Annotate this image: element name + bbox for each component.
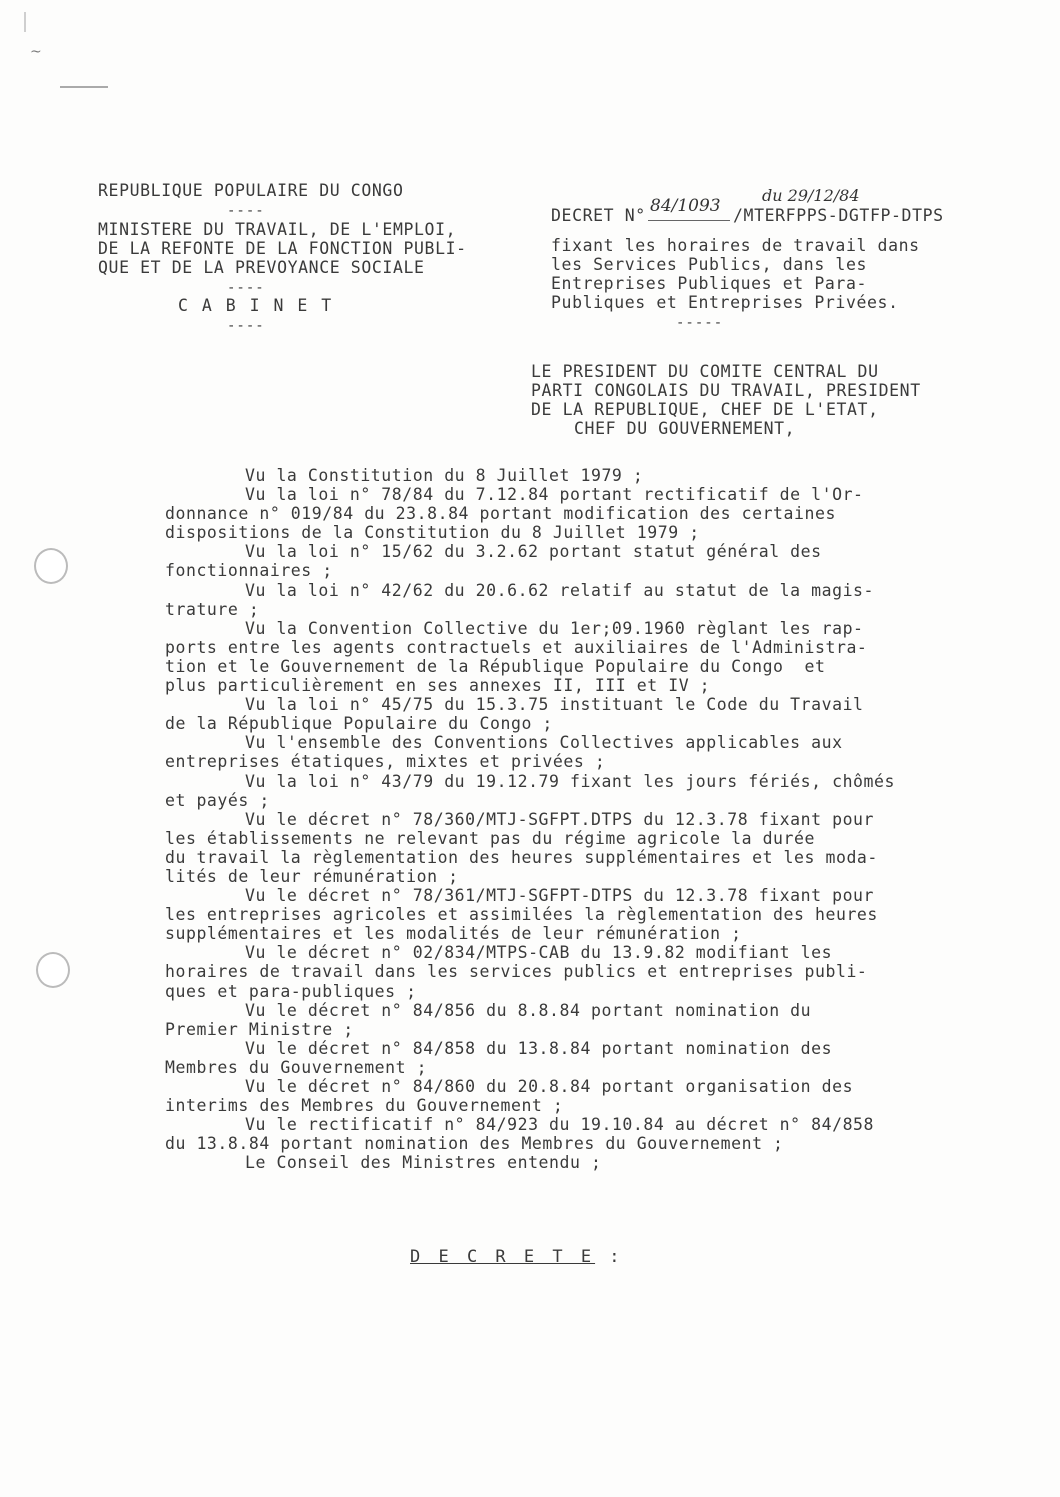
visa-line: Membres du Gouvernement ; xyxy=(165,1057,428,1077)
visa-line: Vu le décret n° 84/858 du 13.8.84 portant nomination des xyxy=(245,1038,833,1058)
visa-line: Vu l'ensemble des Conventions Collectives applicables aux xyxy=(245,733,843,753)
ministry-line: MINISTERE DU TRAVAIL, DE L'EMPLOI, xyxy=(98,220,457,239)
decret-prefix: DECRET N° xyxy=(551,206,646,225)
separator: ---- xyxy=(227,318,265,334)
decret-number: 84/1093 xyxy=(650,196,721,216)
punch-hole-lower xyxy=(36,952,70,988)
ministry-line: DE LA REFONTE DE LA FONCTION PUBLI- xyxy=(98,239,467,258)
decret-number-underline xyxy=(648,220,730,221)
visa-line: trature ; xyxy=(165,599,260,619)
visa-line: interims des Membres du Gouvernement ; xyxy=(165,1096,564,1116)
visa-line: les établissements ne relevant pas du régime agricole la durée xyxy=(165,828,815,848)
visa-line: Premier Ministre ; xyxy=(165,1019,354,1039)
president-title-line: LE PRESIDENT DU COMITE CENTRAL DU xyxy=(531,362,879,381)
visa-line: Vu la Convention Collective du 1er;09.1960 règlant les rap- xyxy=(245,618,864,638)
visa-line: Vu le décret n° 84/856 du 8.8.84 portant nomination du xyxy=(245,1000,812,1020)
visa-line: Vu la loi n° 45/75 du 15.3.75 instituant le Code du Travail xyxy=(245,695,864,715)
decret-object-line: les Services Publics, dans les xyxy=(551,255,868,274)
visa-line: Vu la loi n° 43/79 du 19.12.79 fixant les jours fériés, chômés xyxy=(245,771,895,791)
decret-object-line: Entreprises Publiques et Para- xyxy=(551,274,868,293)
visa-line: du travail la règlementation des heures supplémentaires et les moda- xyxy=(165,847,878,867)
visa-line: Vu le rectificatif n° 84/923 du 19.10.84 au décret n° 84/858 xyxy=(245,1115,875,1135)
visa-line: donnance n° 019/84 du 23.8.84 portant modification des certaines xyxy=(165,504,836,524)
punch-hole-upper xyxy=(34,548,68,584)
visa-line: Vu la Constitution du 8 Juillet 1979 ; xyxy=(245,466,644,485)
ministry-line: QUE ET DE LA PREVOYANCE SOCIALE xyxy=(98,258,425,277)
decret-date: du 29/12/84 xyxy=(762,186,860,205)
separator: ----- xyxy=(676,315,724,331)
visa-line: ques et para-publiques ; xyxy=(165,981,417,1001)
decrete-word: D E C R E T E xyxy=(410,1247,596,1267)
visa-line: les entreprises agricoles et assimilées la règlementation des heures xyxy=(165,905,878,925)
visas-list xyxy=(165,466,945,1172)
cabinet-label: C A B I N E T xyxy=(178,296,334,315)
visa-line: entreprises étatiques, mixtes et privées ; xyxy=(165,752,606,772)
visa-line: Vu le décret n° 78/361/MTJ-SGFPT-DTPS du 12.3.78 fixant pour xyxy=(245,886,875,906)
visa-line: horaires de travail dans les services publics et entreprises publi- xyxy=(165,962,868,982)
president-title-line: PARTI CONGOLAIS DU TRAVAIL, PRESIDENT xyxy=(531,381,921,400)
visa-line: fonctionnaires ; xyxy=(165,561,333,581)
scan-mark xyxy=(24,12,26,32)
visa-line: supplémentaires et les modalités de leur rémunération ; xyxy=(165,924,742,944)
president-title-line: DE LA REPUBLIQUE, CHEF DE L'ETAT, xyxy=(531,400,879,419)
president-title-line: CHEF DU GOUVERNEMENT, xyxy=(574,419,796,438)
visa-line: Vu le décret n° 84/860 du 20.8.84 portant organisation des xyxy=(245,1077,854,1096)
visa-line: plus particulièrement en ses annexes II, III et IV ; xyxy=(165,676,711,696)
visa-line: lités de leur rémunération ; xyxy=(165,866,459,886)
corner-scribble: ~ xyxy=(30,44,42,60)
visa-line: Le Conseil des Ministres entendu ; xyxy=(245,1153,602,1173)
country-name: REPUBLIQUE POPULAIRE DU CONGO xyxy=(98,181,404,200)
visa-line: Vu le décret n° 78/360/MTJ-SGFPT.DTPS du 12.3.78 fixant pour xyxy=(245,809,875,829)
visa-line: Vu la loi n° 15/62 du 3.2.62 portant statut général des xyxy=(245,542,822,562)
visa-line: dispositions de la Constitution du 8 Juillet 1979 ; xyxy=(165,523,700,543)
decret-object-line: Publiques et Entreprises Privées. xyxy=(551,293,899,312)
visa-line: Vu le décret n° 02/834/MTPS-CAB du 13.9.82 modifiant les xyxy=(245,943,833,963)
visa-line: de la République Populaire du Congo ; xyxy=(165,714,553,734)
decret-object-line: fixant les horaires de travail dans xyxy=(551,236,920,255)
visa-line: Vu la loi n° 78/84 du 7.12.84 portant rectificatif de l'Or- xyxy=(245,485,864,505)
decrete-heading xyxy=(410,1247,624,1267)
visa-line: et payés ; xyxy=(165,790,270,810)
separator: ---- xyxy=(227,203,265,219)
decrete-colon: : xyxy=(595,1247,624,1267)
visa-line: ports entre les agents contractuels et auxiliaires de l'Administra- xyxy=(165,637,868,657)
visa-line: tion et le Gouvernement de la République Populaire du Congo et xyxy=(165,656,826,676)
scan-mark-line xyxy=(60,86,108,88)
decret-suffix: /MTERFPPS-DGTFP-DTPS xyxy=(733,206,944,225)
separator: ---- xyxy=(227,280,265,296)
visa-line: Vu la loi n° 42/62 du 20.6.62 relatif au statut de la magis- xyxy=(245,580,875,600)
visa-line: du 13.8.84 portant nomination des Membres du Gouvernement ; xyxy=(165,1134,784,1154)
